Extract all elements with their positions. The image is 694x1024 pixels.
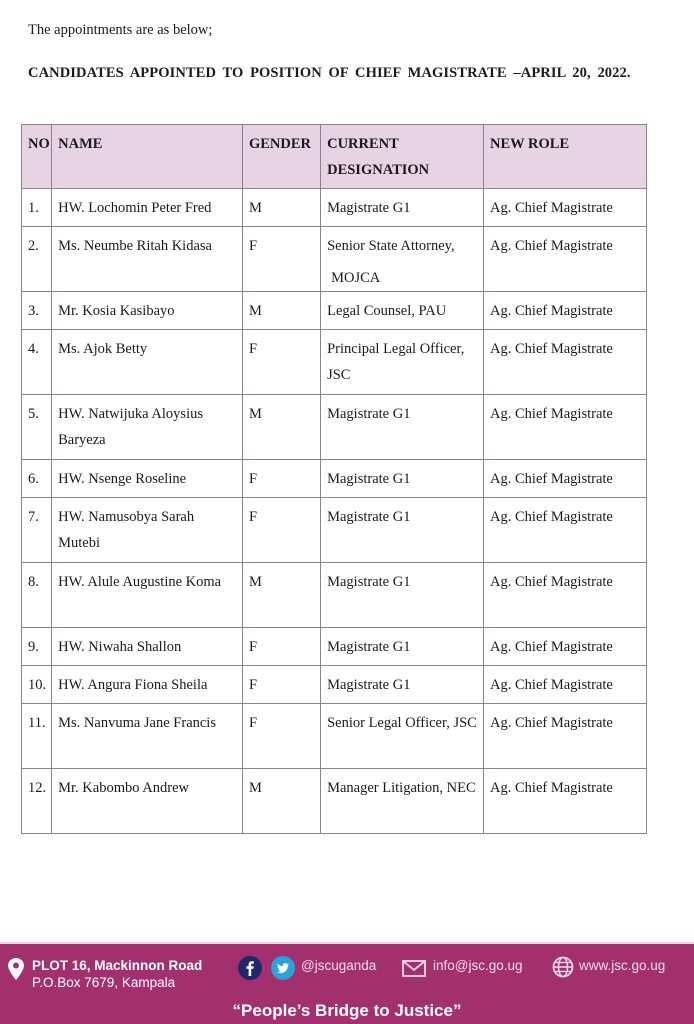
cell-designation: Magistrate G1 <box>321 628 484 666</box>
cell-gender: F <box>242 704 320 769</box>
designation-line2: MOJCA <box>331 270 381 286</box>
intro-text: The appointments are as below; <box>28 22 213 38</box>
website-link[interactable]: www.jsc.go.ug <box>579 958 666 973</box>
table-row <box>22 498 647 563</box>
table-row <box>22 563 647 628</box>
cell-name: Ms. Nanvuma Jane Francis <box>52 704 243 769</box>
cell-role: Ag. Chief Magistrate <box>484 704 647 769</box>
cell-no: 5. <box>22 395 52 460</box>
cell-gender: M <box>242 769 320 834</box>
cell-gender: F <box>242 460 320 498</box>
cell-name: HW. Angura Fiona Sheila <box>52 666 243 704</box>
cell-no: 3. <box>22 292 52 330</box>
cell-no: 6. <box>22 460 52 498</box>
table-row <box>22 395 647 460</box>
cell-no: 1. <box>22 189 52 227</box>
cell-role: Ag. Chief Magistrate <box>484 189 647 227</box>
footer-divider <box>0 942 694 944</box>
cell-designation: Magistrate G1 <box>321 563 484 628</box>
table-row <box>22 189 647 227</box>
cell-gender: M <box>242 292 320 330</box>
cell-designation: Senior Legal Officer, JSC <box>321 704 484 769</box>
table-row <box>22 628 647 666</box>
cell-gender: F <box>242 628 320 666</box>
cell-no: 4. <box>22 330 52 395</box>
cell-name: Ms. Neumbe Ritah Kidasa <box>52 227 243 292</box>
cell-role: Ag. Chief Magistrate <box>484 628 647 666</box>
cell-name: HW. Natwijuka Aloysius Baryeza <box>52 395 243 460</box>
cell-name: Mr. Kabombo Andrew <box>52 769 243 834</box>
facebook-icon[interactable] <box>238 956 262 980</box>
cell-no: 11. <box>22 704 52 769</box>
header-no: NO <box>22 125 52 189</box>
table-row <box>22 330 647 395</box>
email-link[interactable]: info@jsc.go.ug <box>433 958 523 973</box>
cell-designation: Magistrate G1 <box>321 666 484 704</box>
cell-designation: Magistrate G1 <box>321 395 484 460</box>
twitter-icon[interactable] <box>271 956 295 980</box>
social-handle[interactable]: @jscuganda <box>301 958 377 973</box>
cell-gender: F <box>242 666 320 704</box>
appointments-table <box>21 124 647 834</box>
cell-no: 12. <box>22 769 52 834</box>
cell-designation: Legal Counsel, PAU <box>321 292 484 330</box>
table-row <box>22 704 647 769</box>
address <box>32 957 202 991</box>
cell-name: HW. Niwaha Shallon <box>52 628 243 666</box>
cell-role: Ag. Chief Magistrate <box>484 666 647 704</box>
cell-designation: Magistrate G1 <box>321 498 484 563</box>
cell-gender: M <box>242 563 320 628</box>
cell-name: HW. Alule Augustine Koma <box>52 563 243 628</box>
section-heading: CANDIDATES APPOINTED TO POSITION OF CHIEF MAGISTRATE –APRIL 20, 2022. <box>28 65 631 81</box>
cell-designation: Manager Litigation, NEC <box>321 769 484 834</box>
table-header-row <box>22 125 647 189</box>
cell-name: HW. Lochomin Peter Fred <box>52 189 243 227</box>
cell-role: Ag. Chief Magistrate <box>484 563 647 628</box>
globe-icon <box>552 956 574 978</box>
cell-role: Ag. Chief Magistrate <box>484 395 647 460</box>
cell-role: Ag. Chief Magistrate <box>484 227 647 292</box>
cell-name: Mr. Kosia Kasibayo <box>52 292 243 330</box>
table-row <box>22 227 647 292</box>
cell-name: HW. Namusobya Sarah Mutebi <box>52 498 243 563</box>
cell-name: Ms. Ajok Betty <box>52 330 243 395</box>
header-role: NEW ROLE <box>484 125 647 189</box>
location-pin-icon <box>8 958 24 980</box>
cell-designation: Magistrate G1 <box>321 460 484 498</box>
cell-gender: F <box>242 498 320 563</box>
cell-name: HW. Nsenge Roseline <box>52 460 243 498</box>
letterhead-footer <box>0 944 694 1024</box>
cell-role: Ag. Chief Magistrate <box>484 498 647 563</box>
table-row <box>22 460 647 498</box>
cell-role: Ag. Chief Magistrate <box>484 330 647 395</box>
header-designation: CURRENT DESIGNATION <box>321 125 484 189</box>
cell-no: 7. <box>22 498 52 563</box>
cell-gender: M <box>242 395 320 460</box>
designation-line1: Senior State Attorney, <box>327 238 455 254</box>
cell-gender: F <box>242 227 320 292</box>
cell-designation <box>321 227 484 292</box>
table-row <box>22 666 647 704</box>
cell-gender: M <box>242 189 320 227</box>
cell-role: Ag. Chief Magistrate <box>484 460 647 498</box>
cell-no: 9. <box>22 628 52 666</box>
cell-role: Ag. Chief Magistrate <box>484 769 647 834</box>
cell-no: 10. <box>22 666 52 704</box>
address-line1: PLOT 16, Mackinnon Road <box>32 958 203 973</box>
address-line2: P.O.Box 7679, Kampala <box>32 975 176 990</box>
mail-icon <box>402 960 426 977</box>
header-gender: GENDER <box>242 125 320 189</box>
cell-gender: F <box>242 330 320 395</box>
cell-no: 8. <box>22 563 52 628</box>
cell-designation: Principal Legal Officer, JSC <box>321 330 484 395</box>
table-row <box>22 769 647 834</box>
header-name: NAME <box>52 125 243 189</box>
table-row <box>22 292 647 330</box>
cell-designation: Magistrate G1 <box>321 189 484 227</box>
cell-role: Ag. Chief Magistrate <box>484 292 647 330</box>
cell-no: 2. <box>22 227 52 292</box>
slogan: “People’s Bridge to Justice” <box>232 1001 462 1020</box>
